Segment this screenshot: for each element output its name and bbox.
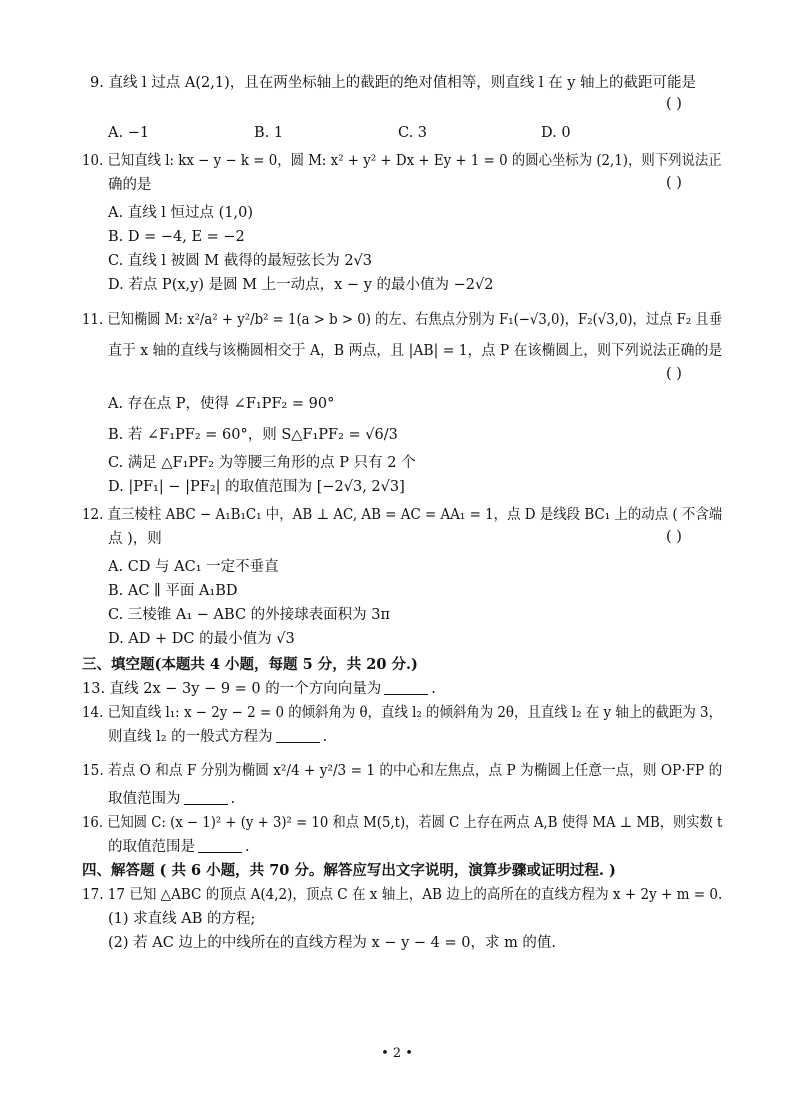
q12-option-d: D. AD + DC 的最小值为 √3 (108, 631, 295, 647)
q13-end: . (431, 681, 436, 697)
q11-option-d: D. |PF₁| − |PF₂| 的取值范围为 [−2√3, 2√3] (108, 479, 405, 495)
q16-line1: 16. 已知圆 C: (x − 1)² + (y + 3)² = 10 和点 M(5,t)，若圆 C 上存在两点 A,B 使得 MA ⊥ MB，则实数 t (82, 815, 723, 831)
q10-option-a: A. 直线 l 恒过点 (1,0) (108, 205, 254, 221)
q15-end: . (230, 791, 236, 807)
q10-stem-line2: 确的是 (108, 177, 152, 193)
q10-option-d: D. 若点 P(x,y) 是圆 M 上一动点，x − y 的最小值为 −2√2 (108, 277, 494, 293)
q14-line1: 14. 已知直线 l₁: x − 2y − 2 = 0 的倾斜角为 θ，直线 l₂ 的倾斜角为 2θ，且直线 l₂ 在 y 轴上的截距为 3， (82, 705, 723, 721)
q14-end: . (322, 729, 328, 745)
q10-answer-paren: ( ) (666, 175, 682, 191)
q9-option-c: C. 3 (398, 125, 428, 141)
q15-blank (184, 790, 228, 805)
q14-blank (276, 728, 320, 743)
q10-stem-line1: 10. 已知直线 l: kx − y − k = 0，圆 M: x² + y² + Dx + Ey + 1 = 0 的圆心坐标为 (2,1)，则下列说法正 (82, 153, 722, 169)
q15-text: 取值范围为 (108, 791, 181, 807)
q16-end: . (245, 839, 250, 855)
q16-text: 的取值范围是 (108, 839, 195, 855)
q9-option-a: A. −1 (108, 125, 150, 141)
q17-part-2: (2) 若 AC 边上的中线所在的直线方程为 x − y − 4 = 0，求 m 的值. (108, 935, 557, 951)
q17-part-1: (1) 求直线 AB 的方程; (108, 911, 256, 927)
q11-option-b: B. 若 ∠F₁PF₂ = 60°，则 S△F₁PF₂ = √6/3 (108, 427, 398, 443)
q9-option-d: D. 0 (541, 125, 571, 141)
q13-line (82, 679, 436, 699)
q15-line2 (108, 789, 235, 809)
q16-line2 (108, 837, 250, 857)
q17-stem: 17. 17 已知 △ABC 的顶点 A(4,2)，顶点 C 在 x 轴上，AB 边上的高所在的直线方程为 x + 2y + m = 0. (82, 887, 723, 903)
q13-blank (384, 680, 428, 695)
q11-stem-line1: 11. 已知椭圆 M: x²/a² + y²/b² = 1(a > b > 0) 的左、右焦点分别为 F₁(−√3,0)，F₂(√3,0)，过点 F₂ 且垂 (82, 312, 723, 328)
q9-option-b: B. 1 (254, 125, 284, 141)
section-3-heading: 三、填空题(本题共 4 小题，每题 5 分，共 20 分.) (82, 656, 418, 673)
page-number: • 2 • (381, 1046, 413, 1061)
section-4-heading: 四、解答题 ( 共 6 小题，共 70 分。解答应写出文字说明，演算步骤或证明过程. ) (82, 862, 616, 879)
q16-blank (198, 838, 242, 853)
q11-answer-paren: ( ) (666, 366, 682, 382)
q15-line1: 15. 若点 O 和点 F 分别为椭圆 x²/4 + y²/3 = 1 的中心和左焦点，点 P 为椭圆上任意一点，则 OP·FP 的 (82, 763, 723, 779)
q12-stem-line1: 12. 直三棱柱 ABC − A₁B₁C₁ 中，AB ⊥ AC, AB = AC = AA₁ = 1，点 D 是线段 BC₁ 上的动点 ( 不含端 (82, 507, 723, 523)
q12-option-b: B. AC ∥ 平面 A₁BD (108, 583, 238, 599)
q12-stem-line2: 点 )，则 (108, 531, 162, 547)
q10-option-c: C. 直线 l 被圆 M 截得的最短弦长为 2√3 (108, 253, 373, 269)
q9-answer-paren: ( ) (666, 96, 682, 112)
q14-line2 (108, 727, 327, 747)
q12-answer-paren: ( ) (666, 529, 682, 545)
q9-stem: 9. 直线 l 过点 A(2,1)，且在两坐标轴上的截距的绝对值相等，则直线 l 在 y 轴上的截距可能是 (90, 75, 697, 91)
q14-text: 则直线 l₂ 的一般式方程为 (108, 729, 273, 745)
q13-text: 13. 直线 2x − 3y − 9 = 0 的一个方向向量为 (82, 681, 382, 697)
q12-option-a: A. CD 与 AC₁ 一定不垂直 (108, 559, 279, 575)
q11-option-a: A. 存在点 P，使得 ∠F₁PF₂ = 90° (108, 396, 335, 412)
q11-stem-line2: 直于 x 轴的直线与该椭圆相交于 A，B 两点，且 |AB| = 1，点 P 在该椭圆上，则下列说法正确的是 (108, 343, 723, 359)
q12-option-c: C. 三棱锥 A₁ − ABC 的外接球表面积为 3π (108, 607, 391, 623)
q11-option-c: C. 满足 △F₁PF₂ 为等腰三角形的点 P 只有 2 个 (108, 455, 416, 471)
q10-option-b: B. D = −4, E = −2 (108, 229, 245, 245)
